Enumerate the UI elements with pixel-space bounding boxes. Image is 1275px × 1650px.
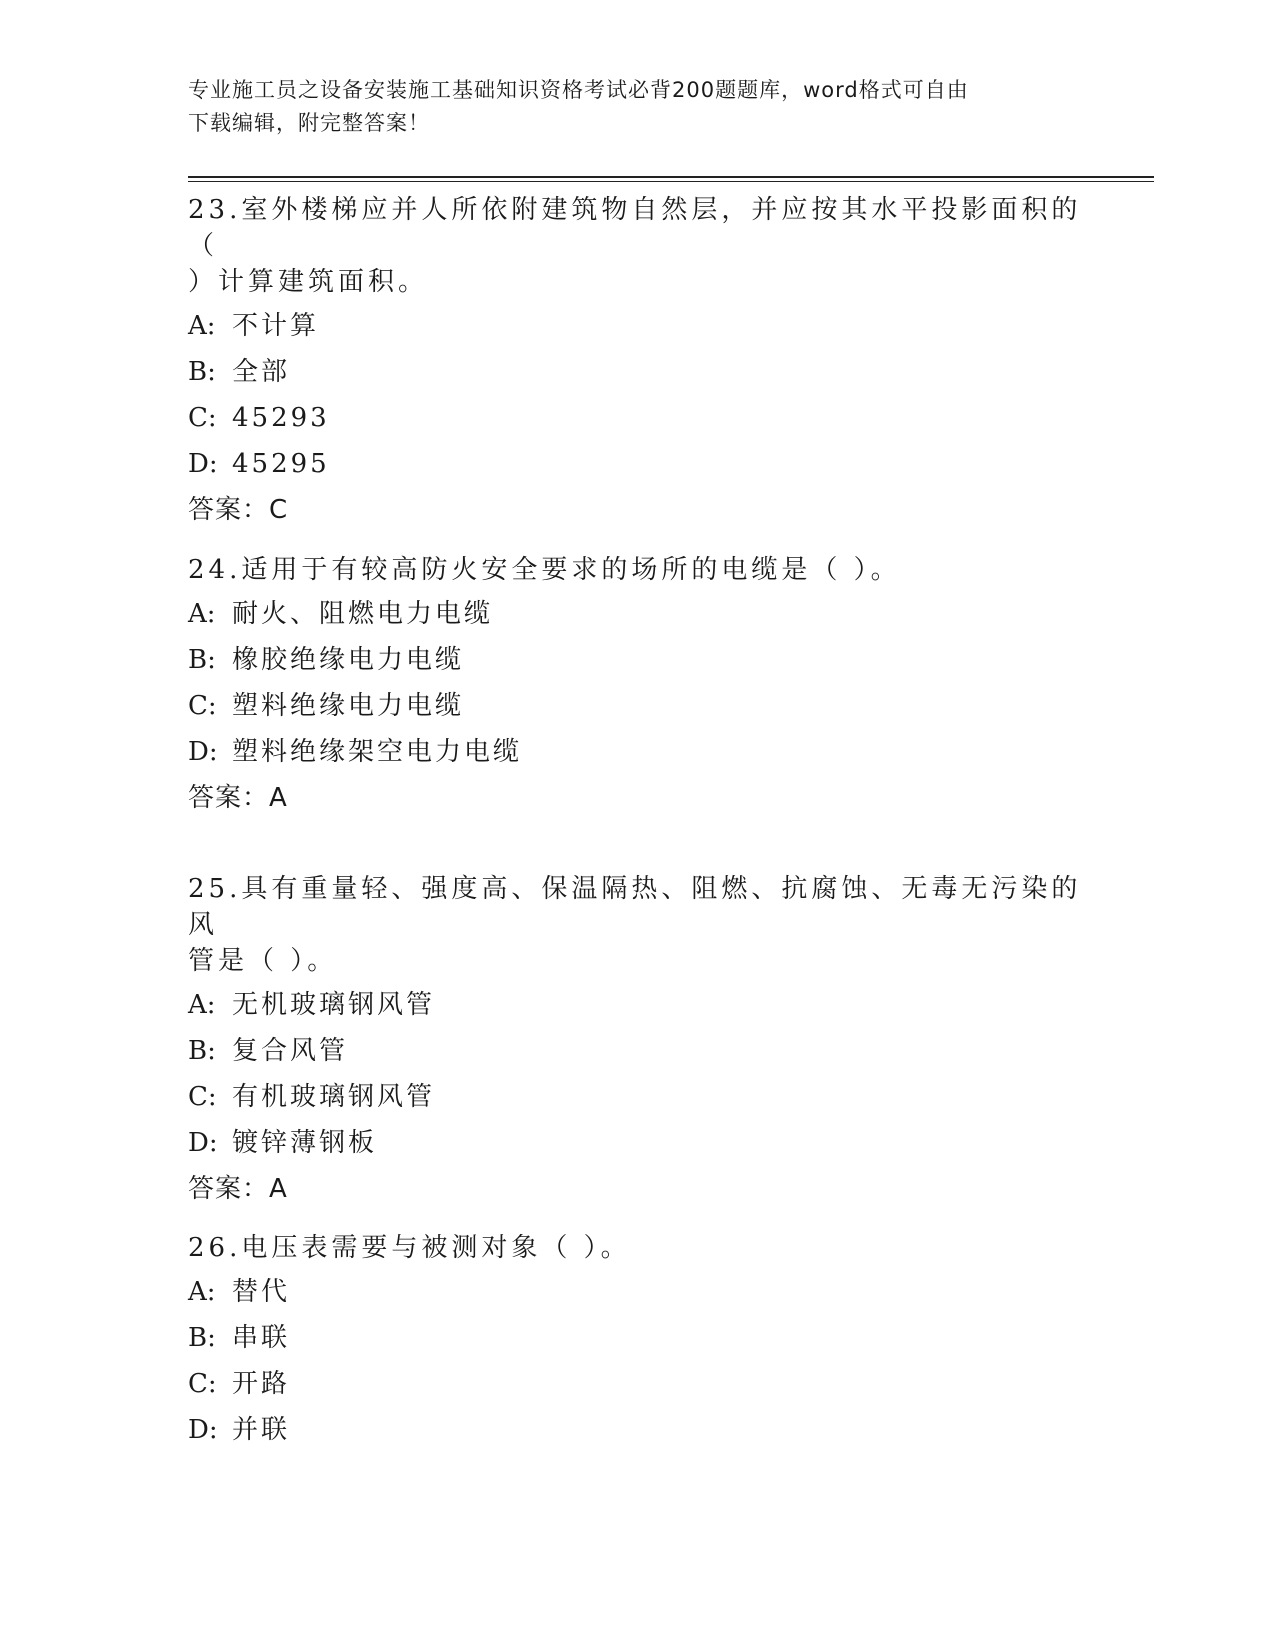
question-list	[188, 192, 1088, 1458]
option-letter: B:	[188, 645, 216, 675]
option-text: 复合风管	[232, 1036, 349, 1066]
document-header	[188, 74, 1068, 140]
option-b	[188, 354, 1088, 390]
option-letter: C:	[188, 691, 217, 721]
option-text: 替代	[232, 1277, 291, 1307]
question-25	[188, 871, 1088, 1230]
stem-line-1: 23.室外楼梯应并人所依附建筑物自然层，并应按其水平投影面积的（	[188, 195, 1082, 261]
option-c	[188, 1366, 1088, 1402]
option-letter: A:	[188, 311, 216, 341]
option-letter: D:	[188, 449, 218, 479]
option-letter: A:	[188, 990, 216, 1020]
option-letter: B:	[188, 357, 216, 387]
option-text: 全部	[232, 357, 291, 387]
option-text: 45295	[232, 449, 330, 479]
option-text: 无机玻璃钢风管	[232, 990, 436, 1020]
header-divider-thin	[188, 181, 1154, 182]
question-stem	[188, 871, 1088, 979]
option-text: 并联	[232, 1415, 291, 1445]
question-stem	[188, 1230, 1088, 1266]
option-c	[188, 688, 1088, 724]
stem-line-2: ）计算建筑面积。	[188, 267, 429, 297]
option-d	[188, 1412, 1088, 1448]
option-text: 耐火、阻燃电力电缆	[232, 599, 494, 629]
option-b	[188, 642, 1088, 678]
option-text: 开路	[232, 1369, 291, 1399]
option-text: 橡胶绝缘电力电缆	[232, 645, 465, 675]
option-d	[188, 1125, 1088, 1161]
option-letter: A:	[188, 1277, 216, 1307]
option-letter: D:	[188, 737, 218, 767]
option-a	[188, 308, 1088, 344]
answer-line: 答案：A	[188, 1174, 288, 1204]
option-letter: B:	[188, 1036, 216, 1066]
question-26	[188, 1230, 1088, 1448]
option-b	[188, 1033, 1088, 1069]
answer-line: 答案：A	[188, 783, 288, 813]
option-a	[188, 987, 1088, 1023]
option-text: 塑料绝缘电力电缆	[232, 691, 465, 721]
option-letter: C:	[188, 1082, 217, 1112]
option-text: 不计算	[232, 311, 320, 341]
stem-line-1: 26.电压表需要与被测对象（ ）。	[188, 1233, 631, 1263]
option-b	[188, 1320, 1088, 1356]
option-c	[188, 1079, 1088, 1115]
option-text: 串联	[232, 1323, 291, 1353]
option-d	[188, 734, 1088, 770]
option-c	[188, 400, 1088, 436]
option-text: 镀锌薄钢板	[232, 1128, 378, 1158]
option-letter: C:	[188, 1369, 217, 1399]
question-stem	[188, 192, 1088, 300]
option-letter: D:	[188, 1415, 218, 1445]
option-text: 塑料绝缘架空电力电缆	[232, 737, 523, 767]
option-letter: D:	[188, 1128, 218, 1158]
header-divider-thick	[188, 176, 1154, 178]
option-text: 45293	[232, 403, 330, 433]
header-line-2: 下载编辑，附完整答案！	[188, 111, 430, 135]
option-text: 有机玻璃钢风管	[232, 1082, 436, 1112]
question-24	[188, 552, 1088, 871]
stem-line-2: 管是（ ）。	[188, 946, 338, 976]
answer-line: 答案：C	[188, 495, 289, 525]
question-stem	[188, 552, 1088, 588]
option-a	[188, 596, 1088, 632]
option-d	[188, 446, 1088, 482]
option-letter: C:	[188, 403, 217, 433]
header-line-1: 专业施工员之设备安装施工基础知识资格考试必背200题题库，word格式可自由	[188, 78, 969, 102]
option-a	[188, 1274, 1088, 1310]
stem-line-1: 25.具有重量轻、强度高、保温隔热、阻燃、抗腐蚀、无毒无污染的风	[188, 874, 1082, 940]
question-23	[188, 192, 1088, 552]
option-letter: B:	[188, 1323, 216, 1353]
stem-line-1: 24.适用于有较高防火安全要求的场所的电缆是（ ）。	[188, 555, 901, 585]
option-letter: A:	[188, 599, 216, 629]
